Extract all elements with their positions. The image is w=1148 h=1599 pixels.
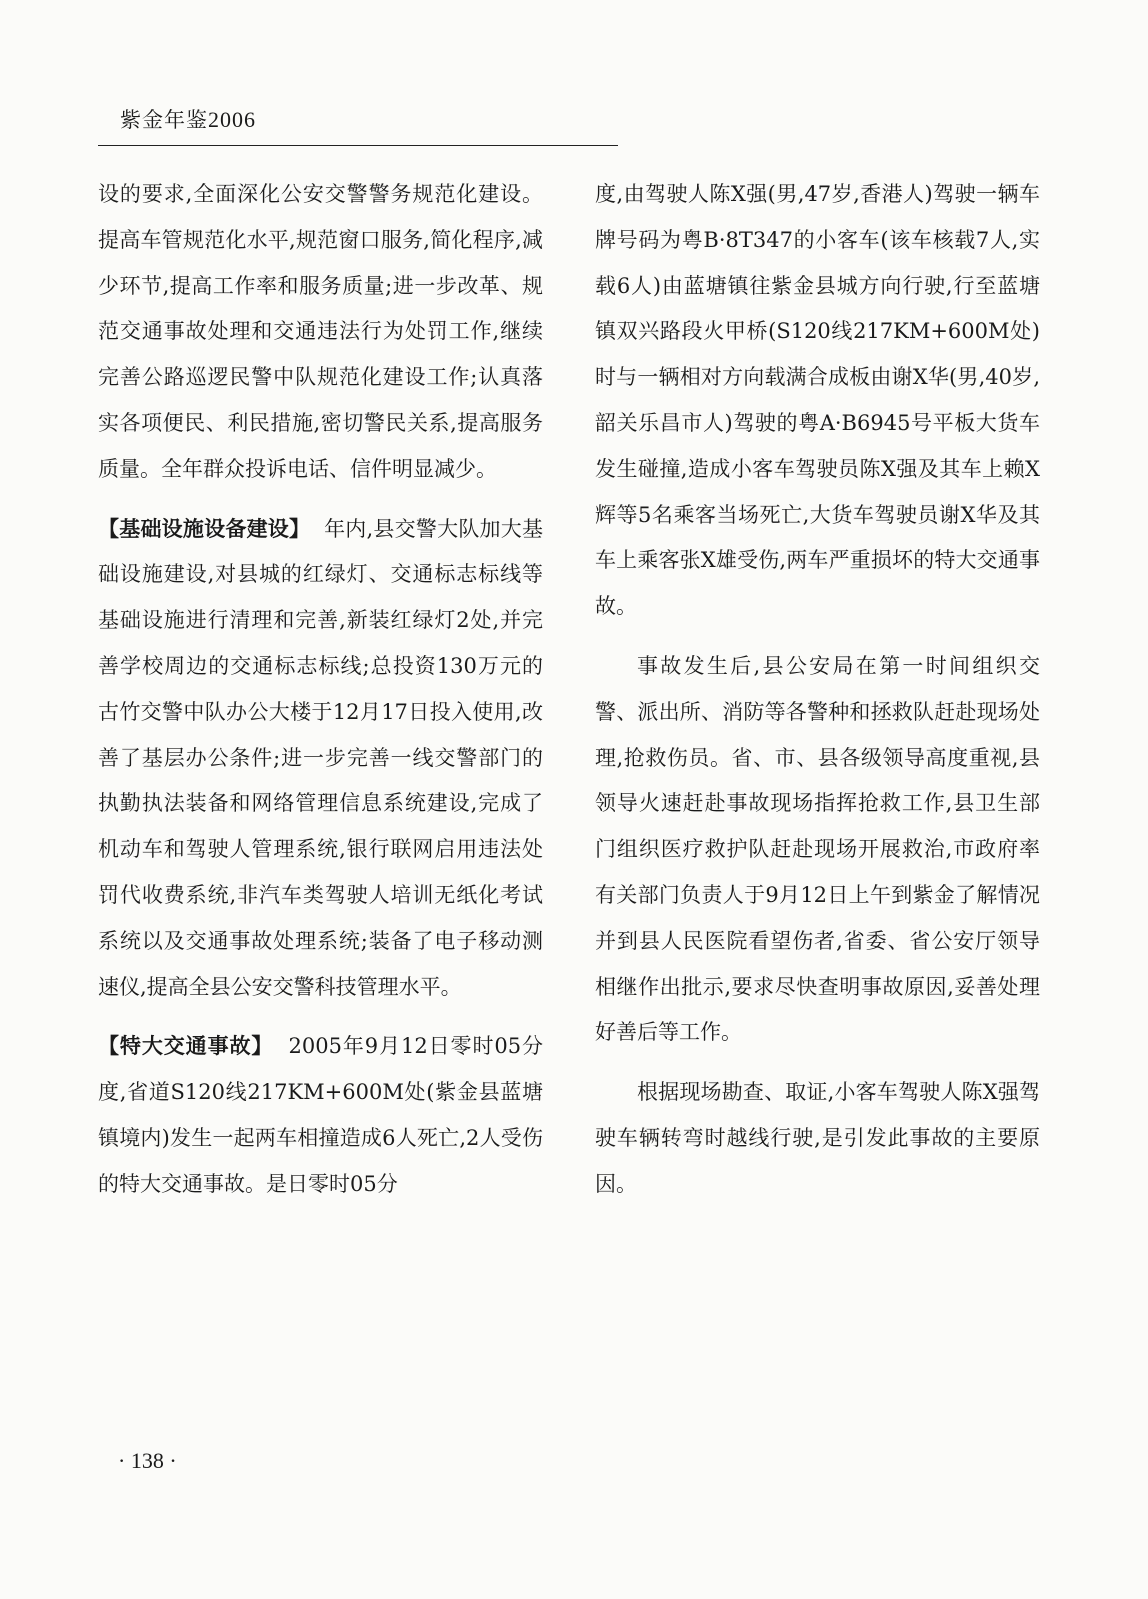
- section-accident: [98, 1024, 543, 1207]
- right-paragraph-2: 事故发生后,县公安局在第一时间组织交警、派出所、消防等各警种和拯救队赶赴现场处理,抢救伤员。省、市、县各级领导高度重视,县领导火速赶赴事故现场指挥抢救工作,县卫生部门组织医疗救护队赶赴现场开展救治,市政府率有关部门负责人于9月12日上午到紫金了解情况并到县人民医院看望伤者,省委、省公安厅领导相继作出批示,要求尽快查明事故原因,妥善处理好善后等工作。: [595, 653, 1040, 1045]
- section-body-infrastructure: 年内,县交警大队加大基础设施建设,对县城的红绿灯、交通标志标线等基础设施进行清理和完善,新装红绿灯2处,并完善学校周边的交通标志标线;总投资130万元的古竹交警中队办公大楼于12月17日投入使用,改善了基层办公条件;进一步完善一线交警部门的执勤执法装备和网络管理信息系统建设,完成了机动车和驾驶人管理系统,银行联网启用违法处罚代收费系统,非汽车类驾驶人培训无纸化考试系统以及交通事故处理系统;装备了电子移动测速仪,提高全县公安交警科技管理水平。: [98, 516, 544, 999]
- header-year: 2006: [208, 107, 256, 132]
- header-rule: [98, 145, 618, 146]
- right-paragraph-1: 度,由驾驶人陈X强(男,47岁,香港人)驾驶一辆车牌号码为粤B·8T347的小客车(该车核载7人,实载6人)由蓝塘镇往紫金县城方向行驶,行至蓝塘镇双兴路段火甲桥(S120线217KM+600M处)时与一辆相对方向载满合成板由谢X华(男,40岁,韶关乐昌市人)驾驶的粤A·B6945号平板大货车发生碰撞,造成小客车驾驶员陈X强及其车上赖X辉等5名乘客当场死亡,大货车驾驶员谢X华及其车上乘客张X雄受伤,两车严重损坏的特大交通事故。: [595, 182, 1040, 619]
- left-paragraph-1: 设的要求,全面深化公安交警警务规范化建设。提高车管规范化水平,规范窗口服务,简化程序,减少环节,提高工作率和服务质量;进一步改革、规范交通事故处理和交通违法行为处罚工作,继续完善公路巡逻民警中队规范化建设工作;认真落实各项便民、利民措施,密切警民关系,提高服务质量。全年群众投诉电话、信件明显减少。: [98, 182, 543, 481]
- section-heading-accident: 【特大交通事故】: [98, 1034, 274, 1059]
- right-paragraph-3: 根据现场勘查、取证,小客车驾驶人陈X强驾驶车辆转弯时越线行驶,是引发此事故的主要原因。: [595, 1080, 1040, 1196]
- section-infrastructure: [98, 507, 543, 1011]
- page-number: · 138 ·: [118, 1448, 177, 1473]
- right-column: [595, 172, 1040, 1208]
- section-heading-infrastructure: 【基础设施设备建设】: [98, 516, 311, 541]
- section-body-accident: 2005年9月12日零时05分度,省道S120线217KM+600M处(紫金县蓝塘镇境内)发生一起两车相撞造成6人死亡,2人受伤的特大交通事故。是日零时05分: [98, 1034, 544, 1196]
- running-header: [120, 104, 256, 134]
- header-title: 紫金年鉴: [120, 108, 208, 132]
- left-column: [98, 172, 543, 1208]
